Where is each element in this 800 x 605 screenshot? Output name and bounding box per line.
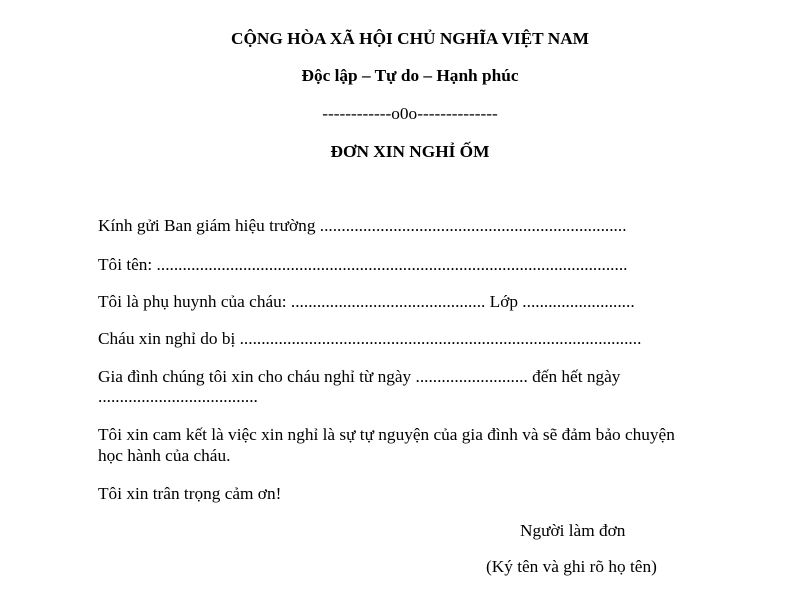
- reason-line: Cháu xin nghỉ do bị .............................................................................................: [98, 329, 642, 348]
- thanks-line: Tôi xin trân trọng cảm ơn!: [98, 484, 282, 503]
- separator-ornament: ------------o0o--------------: [322, 104, 498, 123]
- signature-note: (Ký tên và ghi rõ họ tên): [486, 557, 657, 576]
- parent-of-line: Tôi là phụ huynh của cháu: ............................................. Lớp ..........................: [98, 292, 635, 311]
- nation-heading: CỘNG HÒA XÃ HỘI CHỦ NGHĨA VIỆT NAM: [231, 29, 589, 48]
- period-line-1: Gia đình chúng tôi xin cho cháu nghỉ từ ngày .......................... đến hết ngày: [98, 367, 621, 386]
- form-title: ĐƠN XIN NGHỈ ỐM: [330, 142, 490, 161]
- commitment-line-2: học hành của cháu.: [98, 446, 231, 465]
- name-line: Tôi tên: .............................................................................................................: [98, 255, 628, 274]
- motto-heading: Độc lập – Tự do – Hạnh phúc: [301, 66, 519, 85]
- addressee-line: Kính gửi Ban giám hiệu trường .......................................................................: [98, 216, 627, 235]
- period-line-2: .....................................: [98, 387, 258, 406]
- signature-label: Người làm đơn: [520, 521, 626, 540]
- commitment-line-1: Tôi xin cam kết là việc xin nghỉ là sự tự nguyện của gia đình và sẽ đảm bảo chuyện: [98, 425, 675, 444]
